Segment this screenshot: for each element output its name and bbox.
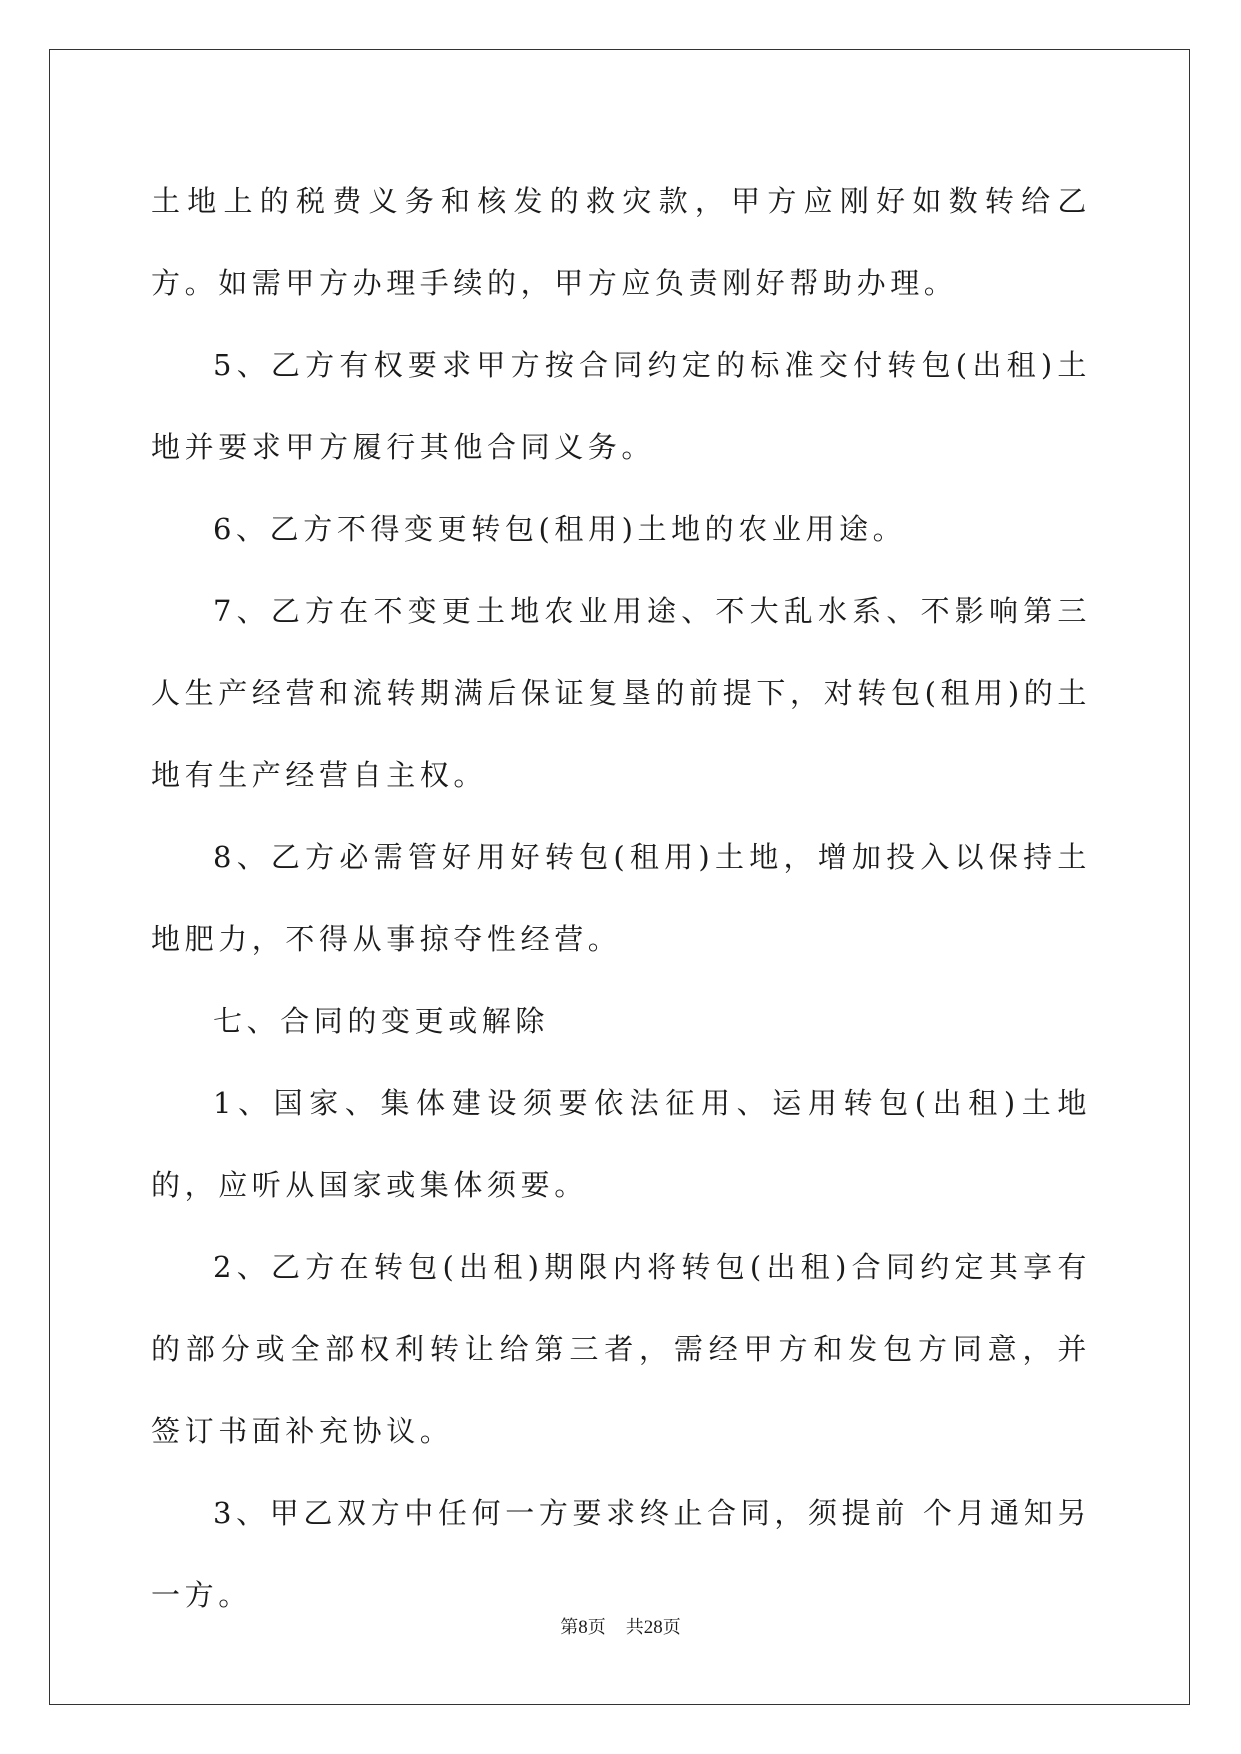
- paragraph: 1、国家、集体建设须要依法征用、运用转包(出租)土地的，应听从国家或集体须要。: [151, 1086, 1091, 1202]
- paragraph: 土地上的税费义务和核发的救灾款，甲方应刚好如数转给乙方。如需甲方办理手续的，甲方应负责刚好帮助办理。: [151, 184, 1091, 300]
- page-footer: [0, 1613, 1241, 1639]
- total-suffix: 页: [662, 1617, 681, 1638]
- paragraph: 3、甲乙双方中任何一方要求终止合同，须提前 个月通知另一方。: [151, 1496, 1091, 1612]
- paragraph: 6、乙方不得变更转包(租用)土地的农业用途。: [213, 512, 907, 546]
- page-suffix: 页: [587, 1617, 606, 1638]
- total-pages: 28: [643, 1617, 663, 1638]
- paragraph: 8、乙方必需管好用好转包(租用)土地，增加投入以保持土地肥力，不得从事掠夺性经营。: [151, 840, 1091, 956]
- total-prefix: 共: [625, 1617, 644, 1638]
- page-number: 8: [578, 1617, 588, 1638]
- page-prefix: 第: [560, 1617, 579, 1638]
- paragraph: 2、乙方在转包(出租)期限内将转包(出租)合同约定其享有的部分或全部权利转让给第三者，需经甲方和发包方同意，并签订书面补充协议。: [151, 1250, 1091, 1448]
- section-heading: 七、合同的变更或解除: [213, 1004, 550, 1038]
- paragraph: 7、乙方在不变更土地农业用途、不大乱水系、不影响第三人生产经营和流转期满后保证复垦的前提下，对转包(租用)的土地有生产经营自主权。: [151, 594, 1091, 792]
- paragraph: 5、乙方有权要求甲方按合同约定的标准交付转包(出租)土地并要求甲方履行其他合同义务。: [151, 348, 1091, 464]
- document-body: [151, 160, 1091, 1636]
